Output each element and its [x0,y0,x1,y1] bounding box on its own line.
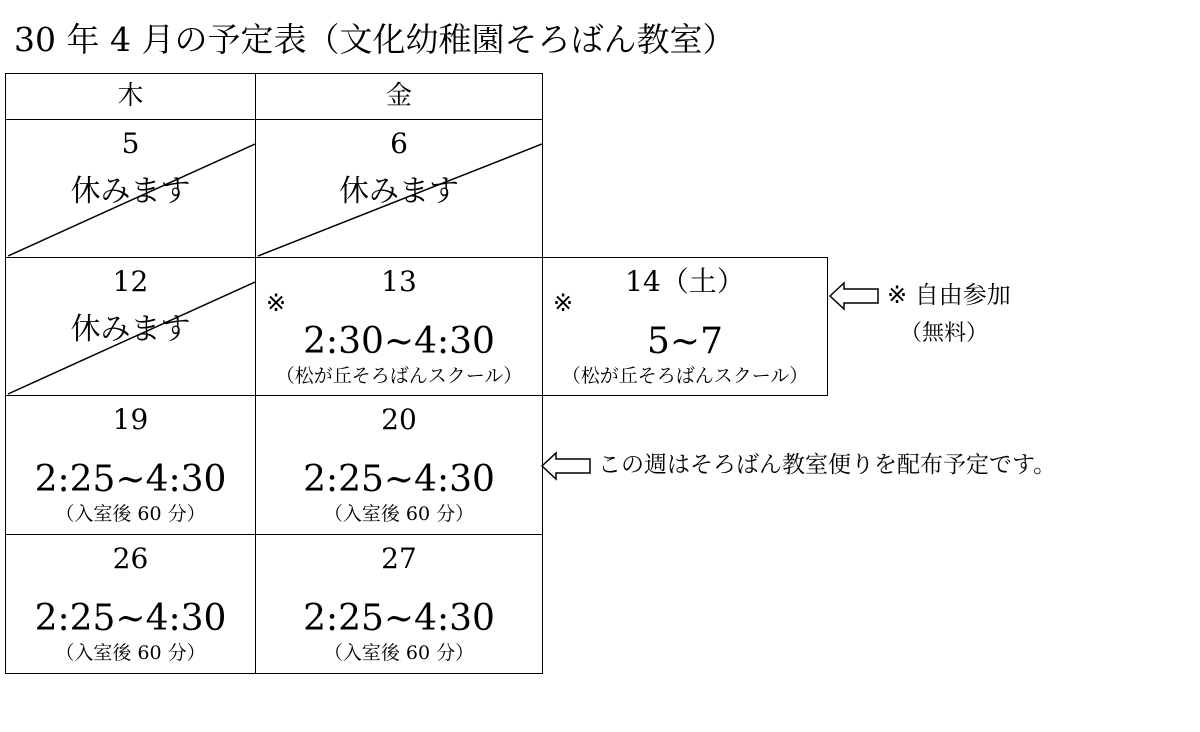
class-time: 2:25~4:30 [303,459,495,500]
day-cell-19 [5,395,256,535]
day-number: 19 [112,403,149,436]
schedule-table [5,73,828,674]
free-participation-note: ※ 自由参加 [887,281,1011,309]
day-number: 14（土） [625,265,745,298]
day-number: 12 [112,265,149,298]
class-location: （松が丘そろばんスクール） [275,365,523,387]
day-cell-26 [5,534,256,674]
cancel-strike-icon [256,120,543,258]
day-cell-14 [542,257,828,396]
newsletter-note: この週はそろばん教室便りを配布予定です。 [598,452,1057,478]
class-duration: （入室後 60 分） [323,503,475,525]
day-number: 5 [121,127,140,160]
closed-label: 休みます [339,174,459,209]
day-number: 27 [381,542,417,575]
page-title: 30 年 4 月の予定表（文化幼稚園そろばん教室） [14,20,736,59]
class-duration: （入室後 60 分） [323,642,475,664]
reference-mark: ※ [553,289,574,317]
class-location: （松が丘そろばんスクール） [561,365,809,387]
day-number: 6 [390,127,408,160]
day-cell-13 [255,257,543,396]
header-friday: 金 [255,73,543,120]
day-number: 20 [381,403,417,436]
cancel-strike-icon [6,258,256,396]
closed-label: 休みます [70,174,191,209]
left-arrow-icon [540,450,594,482]
header-thursday: 木 [5,73,256,120]
day-cell-27 [255,534,543,674]
day-cell-5 [5,119,256,258]
day-number: 26 [112,542,149,575]
class-time: 2:30~4:30 [303,321,495,362]
day-cell-20 [255,395,543,535]
class-duration: （入室後 60 分） [55,642,206,664]
cancel-strike-icon [6,120,256,258]
day-number: 13 [381,265,417,298]
class-duration: （入室後 60 分） [55,503,206,525]
class-time: 2:25~4:30 [34,598,227,639]
class-time: 2:25~4:30 [34,459,227,500]
closed-label: 休みます [70,312,191,347]
class-time: 2:25~4:30 [303,598,495,639]
left-arrow-icon [828,280,882,312]
class-time: 5~7 [647,321,723,362]
reference-mark: ※ [266,289,287,317]
free-of-charge-note: （無料） [900,321,989,346]
day-cell-12 [5,257,256,396]
day-cell-6 [255,119,543,258]
